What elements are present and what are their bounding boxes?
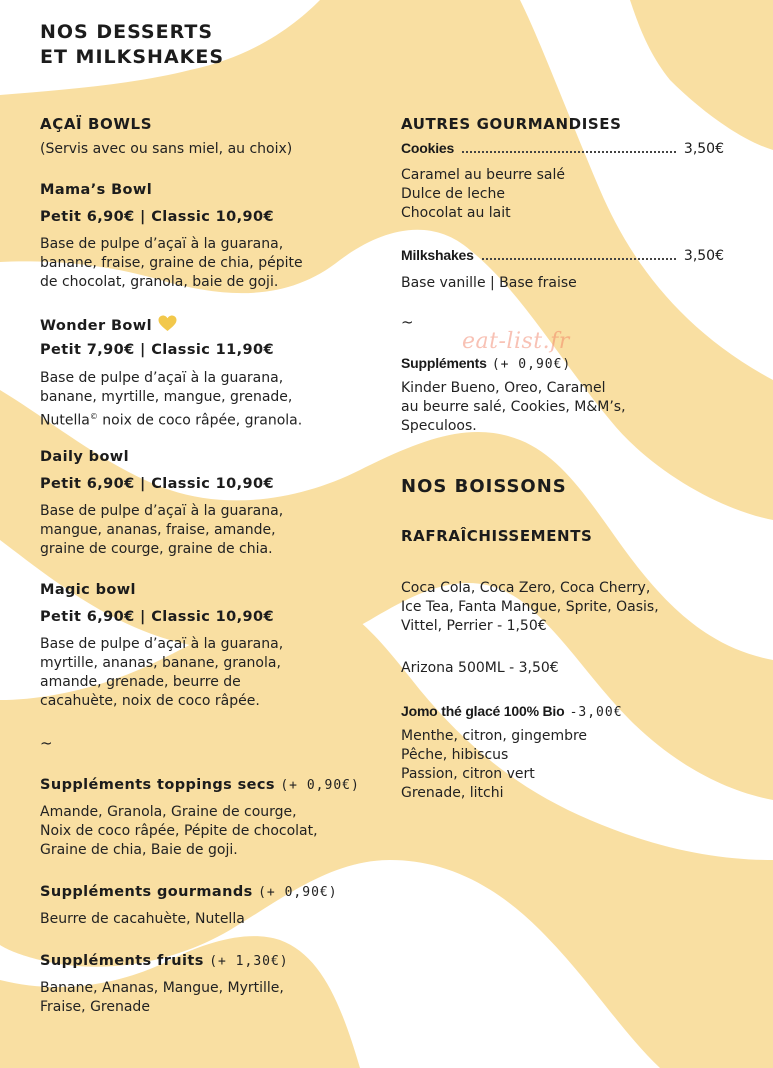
description-line: Coca Cola, Coca Zero, Coca Cherry,: [401, 580, 651, 596]
description-line: Base de pulpe d’açaï à la guarana,: [40, 370, 284, 386]
supplements-gourmands-heading: [40, 884, 338, 900]
supplements-secs-name: Suppléments toppings secs: [40, 777, 275, 793]
description-line: de chocolat, granola, baie de goji.: [40, 274, 279, 290]
jomo-name: Jomo thé glacé 100% Bio: [401, 703, 565, 719]
wonder-bowl-name-row: [40, 315, 177, 336]
autres-supplements-heading: [401, 353, 571, 372]
cookies-price: 3,50€: [683, 141, 724, 157]
boissons-heading: NOS BOISSONS: [401, 476, 567, 497]
description-line: Speculoos.: [401, 418, 477, 434]
supplements-fruits-name: Suppléments fruits: [40, 953, 204, 969]
description-line: graine de courge, graine de chia.: [40, 541, 273, 557]
softs-list: [401, 579, 659, 636]
mamas-bowl-name: Mama’s Bowl: [40, 182, 153, 198]
description-line: Vittel, Perrier - 1,50€: [401, 618, 547, 634]
heart-icon: [158, 315, 177, 336]
description-line: Base vanille | Base fraise: [401, 275, 577, 291]
description-line: mangue, ananas, fraise, amande,: [40, 522, 276, 538]
section-divider-tilde: ~: [401, 313, 414, 331]
cookies-name: Cookies: [401, 140, 455, 156]
description-line: Base de pulpe d’açaï à la guarana,: [40, 236, 284, 252]
description-line: Dulce de leche: [401, 186, 505, 202]
section-divider-tilde: ~: [40, 734, 53, 752]
autres-supplements-list: [401, 379, 626, 436]
autres-heading: AUTRES GOURMANDISES: [401, 115, 622, 133]
description-line: Pêche, hibiscus: [401, 747, 509, 763]
description-line: cacahuète, noix de coco râpée.: [40, 693, 260, 709]
description-line: Graine de chia, Baie de goji.: [40, 842, 238, 858]
magic-bowl-description: [40, 635, 283, 711]
daily-bowl-description: [40, 502, 283, 559]
description-line: Base de pulpe d’açaï à la guarana,: [40, 503, 284, 519]
description-line: banane, fraise, graine de chia, pépite: [40, 255, 303, 271]
supplements-fruits-heading: [40, 953, 289, 969]
wonder-bowl-name: Wonder Bowl: [40, 318, 152, 334]
description-line: Kinder Bueno, Oreo, Caramel: [401, 380, 606, 396]
supplements-gourmands-name: Suppléments gourmands: [40, 884, 253, 900]
description-line: amande, grenade, beurre de: [40, 674, 241, 690]
copyright-mark: ©: [89, 412, 98, 421]
autres-supplements-name: Suppléments: [401, 355, 487, 371]
dot-leader: [482, 258, 676, 260]
milkshakes-name: Milkshakes: [401, 247, 474, 263]
description-line: Ice Tea, Fanta Mangue, Sprite, Oasis,: [401, 599, 659, 615]
watermark-text: eat-list.fr: [462, 329, 570, 354]
mamas-bowl-description: [40, 235, 303, 292]
wonder-bowl-description: [40, 369, 302, 431]
supplements-fruits-price: (+ 1,30€): [209, 954, 289, 969]
rafraichissements-heading: RAFRAÎCHISSEMENTS: [401, 527, 593, 545]
cookies-row: [401, 140, 724, 157]
page-title: [40, 20, 224, 70]
supplements-gourmands-list: [40, 910, 245, 929]
wonder-bowl-price: Petit 7,90€ | Classic 11,90€: [40, 342, 275, 358]
description-line: Passion, citron vert: [401, 766, 535, 782]
supplements-gourmands-price: (+ 0,90€): [258, 885, 338, 900]
dot-leader: [462, 151, 676, 153]
description-line: Grenade, litchi: [401, 785, 504, 801]
description-line: Beurre de cacahuète, Nutella: [40, 911, 245, 927]
jomo-flavors: [401, 727, 587, 803]
description-line: Noix de coco râpée, Pépite de chocolat,: [40, 823, 318, 839]
acai-heading: AÇAÏ BOWLS: [40, 115, 153, 133]
daily-bowl-name: Daily bowl: [40, 449, 129, 465]
description-line: au beurre salé, Cookies, M&M’s,: [401, 399, 626, 415]
jomo-price: -3,00€: [569, 705, 623, 720]
daily-bowl-price: Petit 6,90€ | Classic 10,90€: [40, 476, 275, 492]
description-line: Base de pulpe d’açaï à la guarana,: [40, 636, 284, 652]
description-line: banane, myrtille, mangue, grenade,: [40, 389, 293, 405]
milkshakes-row: [401, 247, 724, 264]
milkshakes-bases: [401, 274, 577, 293]
page-title-line-1: NOS DESSERTS: [40, 21, 214, 43]
magic-bowl-name: Magic bowl: [40, 582, 136, 598]
description-line: Fraise, Grenade: [40, 999, 150, 1015]
description-line: Caramel au beurre salé: [401, 167, 565, 183]
milkshakes-price: 3,50€: [683, 248, 724, 264]
description-line: Menthe, citron, gingembre: [401, 728, 588, 744]
supplements-secs-heading: [40, 777, 360, 793]
description-line: Chocolat au lait: [401, 205, 511, 221]
jomo-heading: [401, 701, 623, 720]
description-line: myrtille, ananas, banane, granola,: [40, 655, 281, 671]
supplements-secs-price: (+ 0,90€): [280, 778, 360, 793]
description-line: Amande, Granola, Graine de courge,: [40, 804, 297, 820]
page-title-line-2: ET MILKSHAKES: [40, 46, 225, 68]
arizona-line: Arizona 500ML - 3,50€: [401, 660, 559, 676]
description-line: Banane, Ananas, Mangue, Myrtille,: [40, 980, 284, 996]
supplements-secs-list: [40, 803, 318, 860]
mamas-bowl-price: Petit 6,90€ | Classic 10,90€: [40, 209, 275, 225]
magic-bowl-price: Petit 6,90€ | Classic 10,90€: [40, 609, 275, 625]
cookies-flavors: [401, 166, 565, 223]
nutella-text: Nutella: [40, 412, 90, 429]
supplements-fruits-list: [40, 979, 284, 1017]
acai-note: (Servis avec ou sans miel, au choix): [40, 141, 293, 157]
autres-supplements-price: (+ 0,90€): [491, 357, 572, 372]
description-line: [40, 407, 302, 431]
description-tail: noix de coco râpée, granola.: [97, 412, 303, 429]
